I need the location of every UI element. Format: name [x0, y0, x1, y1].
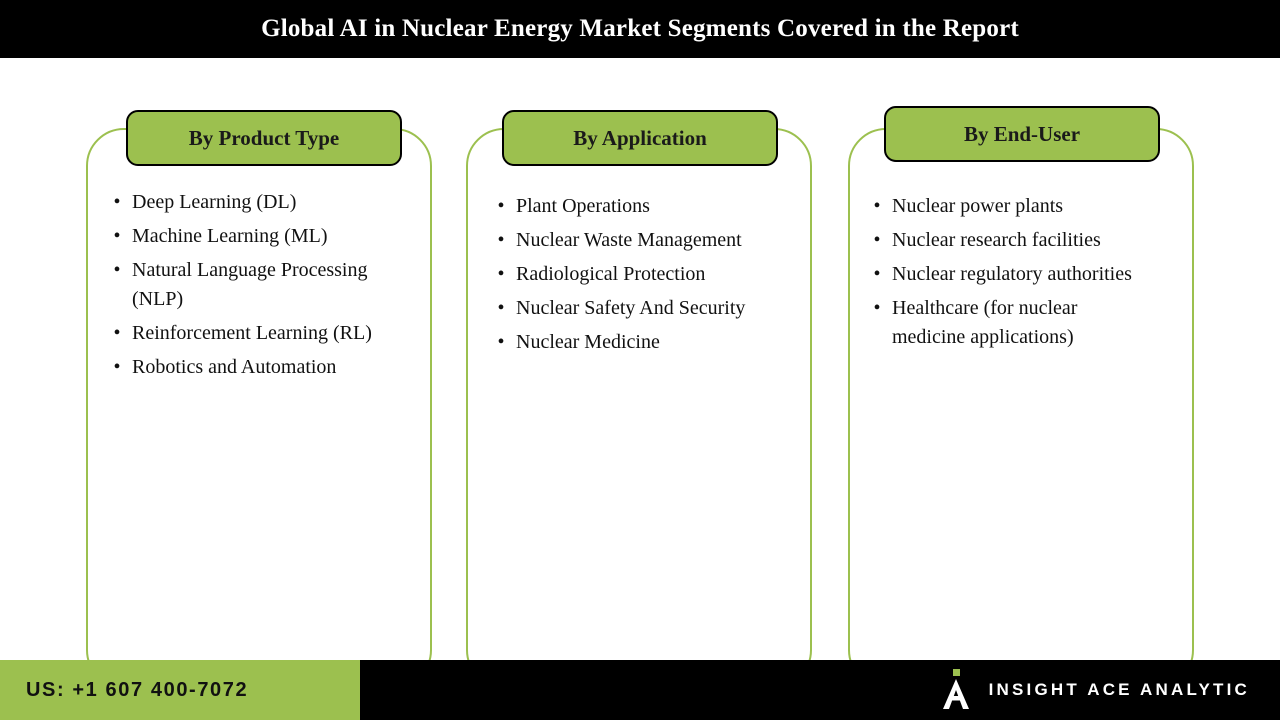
segment-title: By Application — [573, 125, 707, 150]
segments-container — [0, 58, 1280, 660]
list-item-label: Deep Learning (DL) — [132, 191, 297, 213]
list-item-label: Robotics and Automation — [132, 356, 337, 378]
list-item-label: Nuclear power plants — [892, 195, 1064, 217]
insightace-logo-icon — [939, 669, 973, 711]
segment-card-header[interactable] — [884, 106, 1160, 162]
list-item-label: Nuclear Medicine — [516, 331, 660, 353]
segment-item-list — [862, 192, 1182, 357]
list-item — [862, 294, 1182, 352]
header-bar — [0, 0, 1280, 58]
list-item-label: Healthcare (for nuclear medicine applications) — [892, 297, 1078, 348]
list-item-label: Nuclear research facilities — [892, 229, 1101, 251]
list-item — [102, 319, 422, 348]
list-item-label: Plant Operations — [516, 195, 650, 217]
list-item-label: Nuclear Safety And Security — [516, 297, 746, 319]
segment-item-list — [486, 192, 806, 362]
list-item — [862, 226, 1182, 255]
list-item — [102, 222, 422, 251]
list-item-label: Nuclear Waste Management — [516, 229, 742, 251]
bullet-icon: • — [497, 331, 505, 353]
segment-title: By End-User — [963, 121, 1081, 146]
segment-column-application — [466, 110, 814, 690]
list-item-label: Nuclear regulatory authorities — [892, 263, 1132, 285]
brand-lockup — [939, 660, 1250, 720]
list-item-label: Machine Learning (ML) — [132, 225, 328, 247]
bullet-icon: • — [113, 191, 121, 213]
bullet-icon: • — [497, 195, 505, 217]
list-item — [102, 188, 422, 217]
bullet-icon: • — [873, 195, 881, 217]
footer-phone-box — [0, 660, 360, 720]
bullet-icon: • — [873, 297, 881, 319]
list-item — [486, 328, 806, 357]
list-item — [102, 353, 422, 382]
list-item — [486, 260, 806, 289]
list-item — [862, 192, 1182, 221]
list-item — [102, 256, 422, 314]
list-item — [486, 294, 806, 323]
page-title: Global AI in Nuclear Energy Market Segments Covered in the Report — [261, 15, 1019, 42]
footer-bar — [0, 660, 1280, 720]
bullet-icon: • — [873, 263, 881, 285]
list-item-label: Natural Language Processing (NLP) — [132, 259, 368, 310]
list-item — [862, 260, 1182, 289]
bullet-icon: • — [497, 297, 505, 319]
bullet-icon: • — [497, 263, 505, 285]
segment-column-end-user — [848, 110, 1196, 690]
segment-card-header[interactable] — [502, 110, 778, 166]
segment-title: By Product Type — [188, 125, 340, 150]
list-item — [486, 226, 806, 255]
bullet-icon: • — [113, 225, 121, 247]
list-item-label: Reinforcement Learning (RL) — [132, 322, 372, 344]
segment-item-list — [102, 188, 422, 387]
contact-phone[interactable]: US: +1 607 400-7072 — [26, 678, 249, 701]
brand-name: INSIGHT ACE ANALYTIC — [988, 680, 1250, 699]
bullet-icon: • — [113, 322, 121, 344]
list-item-label: Radiological Protection — [516, 263, 706, 285]
segment-card-header[interactable] — [126, 110, 402, 166]
bullet-icon: • — [113, 356, 121, 378]
bullet-icon: • — [873, 229, 881, 251]
segment-column-product-type — [86, 110, 434, 690]
bullet-icon: • — [497, 229, 505, 251]
bullet-icon: • — [113, 259, 121, 281]
list-item — [486, 192, 806, 221]
